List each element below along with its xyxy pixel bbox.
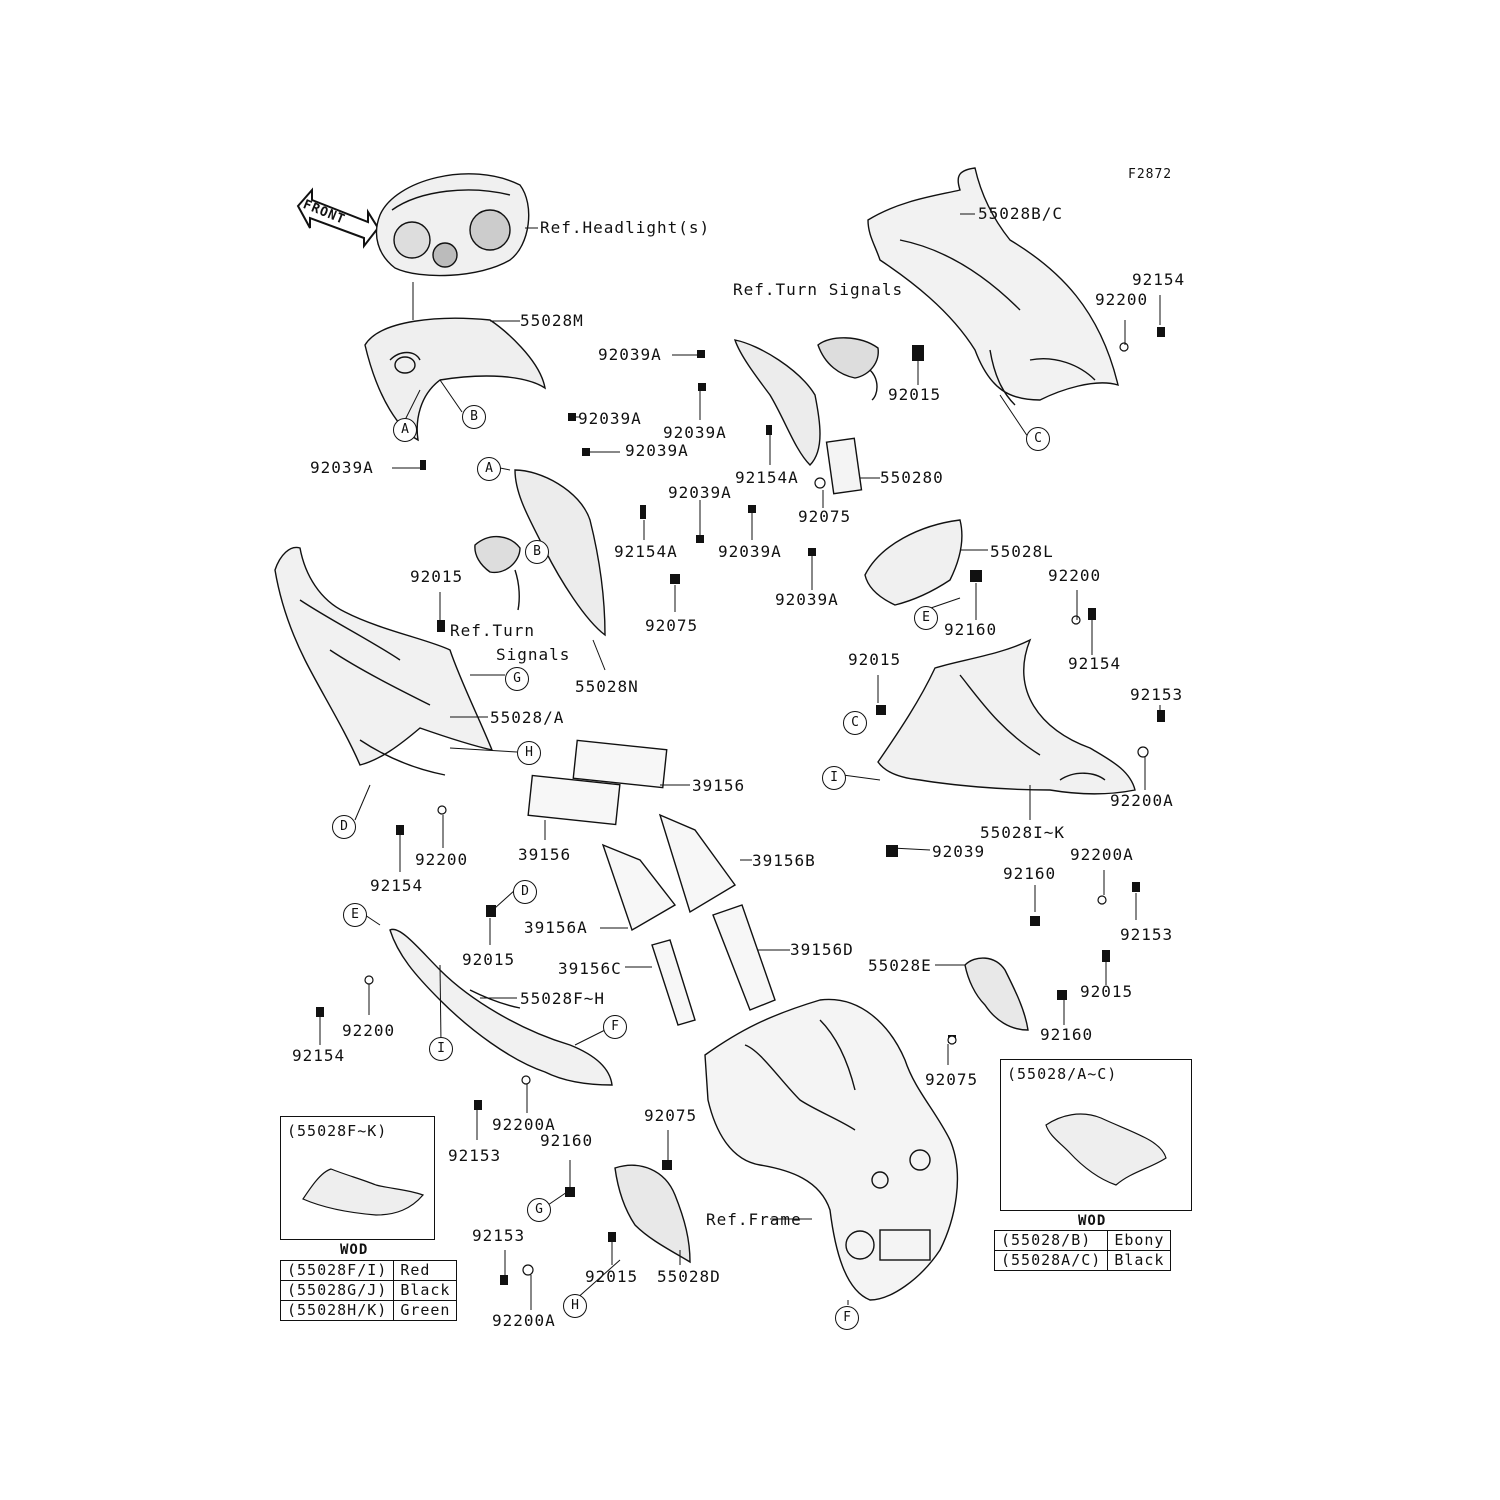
part-92015-right-label: 92015 — [848, 650, 902, 669]
table-row — [995, 1251, 1171, 1271]
side-fairing-thumbnail — [1001, 1060, 1191, 1210]
ref-circle-i: I — [429, 1037, 453, 1061]
inset-lower-cowl-title: (55028F~K) — [287, 1122, 388, 1140]
part-55028ik-label: 55028I~K — [980, 823, 1066, 842]
part-55028a-label: 55028/A — [490, 708, 565, 727]
ref-circle-h: H — [563, 1294, 587, 1318]
color-code-cell: (55028A/C) — [995, 1251, 1108, 1271]
part-550280-label: 550280 — [880, 468, 944, 487]
part-55028n-label: 55028N — [575, 677, 639, 696]
ref-headlights-label: Ref.Headlight(s) — [540, 218, 711, 237]
part-92015-left-label: 92015 — [410, 567, 464, 586]
color-code-cell: (55028F/I) — [281, 1261, 394, 1281]
inset-lower-cowl — [280, 1116, 435, 1240]
color-table-right — [994, 1230, 1171, 1271]
part-92160-label: 92160 — [944, 620, 998, 639]
part-92015-bottom-label: 92015 — [585, 1267, 639, 1286]
part-92154-bottom-left-label: 92154 — [292, 1046, 346, 1065]
ref-circle-g: G — [527, 1198, 551, 1222]
part-92039a-label: 92039A — [578, 409, 642, 428]
part-92153-label: 92153 — [1120, 925, 1174, 944]
part-92200-right-label: 92200 — [1048, 566, 1102, 585]
part-55028bc-label: 55028B/C — [978, 204, 1064, 223]
part-92075-label: 92075 — [925, 1070, 979, 1089]
part-39156-label: 39156 — [518, 845, 572, 864]
part-39156d-label: 39156D — [790, 940, 854, 959]
ref-circle-e: E — [343, 903, 367, 927]
part-92154-left-label: 92154 — [370, 876, 424, 895]
part-92200a-bottom-label: 92200A — [492, 1115, 556, 1134]
part-92075-label: 92075 — [645, 616, 699, 635]
ref-circle-e: E — [914, 606, 938, 630]
table-row — [281, 1261, 457, 1281]
color-name-cell: Black — [394, 1281, 457, 1301]
ref-turn-left-label-1: Ref.Turn — [450, 621, 536, 640]
color-name-cell: Black — [1108, 1251, 1171, 1271]
color-name-cell: Red — [394, 1261, 457, 1281]
ref-circle-c: C — [1026, 427, 1050, 451]
ref-circle-b: B — [525, 540, 549, 564]
part-92153-right-label: 92153 — [1130, 685, 1184, 704]
part-92200-left-label: 92200 — [415, 850, 469, 869]
color-code-cell: (55028H/K) — [281, 1301, 394, 1321]
inset-side-fairing-title: (55028/A~C) — [1007, 1065, 1118, 1083]
part-92015-r2-label: 92015 — [1080, 982, 1134, 1001]
ref-turn-signals-top-label: Ref.Turn Signals — [733, 280, 904, 299]
ref-turn-left-label-2: Signals — [496, 645, 571, 664]
small-inner-panel — [865, 520, 962, 605]
part-92039a-label: 92039A — [775, 590, 839, 609]
color-name-cell: Ebony — [1108, 1231, 1171, 1251]
ref-circle-a: A — [477, 457, 501, 481]
part-39156b-label: 39156B — [752, 851, 816, 870]
bracket-lower — [615, 1165, 690, 1262]
ref-circle-d: D — [513, 880, 537, 904]
table-row — [995, 1231, 1171, 1251]
upper-inner-cowl — [365, 318, 545, 440]
ref-circle-i: I — [822, 766, 846, 790]
headlight-assembly — [376, 174, 528, 276]
wod-title-left: WOD — [340, 1242, 369, 1258]
part-92039a-label: 92039A — [718, 542, 782, 561]
lower-cowl-thumbnail — [281, 1117, 434, 1239]
frame — [705, 999, 957, 1300]
diagram-id: F2872 — [1128, 167, 1173, 182]
turn-signal-left — [475, 537, 520, 610]
part-92200a-bottom-label: 92200A — [492, 1311, 556, 1330]
part-92200a-right-label: 92200A — [1110, 791, 1174, 810]
part-92153-bottom-label: 92153 — [472, 1226, 526, 1245]
part-92075-label: 92075 — [798, 507, 852, 526]
front-arrow-label: FRONT — [300, 197, 348, 228]
turn-signal-right — [818, 338, 878, 400]
part-92039a-label: 92039A — [598, 345, 662, 364]
color-code-cell: (55028G/J) — [281, 1281, 394, 1301]
part-92154-top-label: 92154 — [1132, 270, 1186, 289]
part-92039-label: 92039 — [932, 842, 986, 861]
part-92160-label: 92160 — [1040, 1025, 1094, 1044]
ref-circle-c: C — [843, 711, 867, 735]
part-92153-bottom-label: 92153 — [448, 1146, 502, 1165]
part-55028m-label: 55028M — [520, 311, 584, 330]
color-table-left — [280, 1260, 457, 1321]
ref-circle-a: A — [393, 418, 417, 442]
wod-title-right: WOD — [1078, 1213, 1107, 1229]
part-92200-bottom-left-label: 92200 — [342, 1021, 396, 1040]
table-row — [281, 1281, 457, 1301]
part-39156a-label: 39156A — [524, 918, 588, 937]
part-92160-label: 92160 — [1003, 864, 1057, 883]
part-92039a-label: 92039A — [310, 458, 374, 477]
ref-frame-label: Ref.Frame — [706, 1210, 802, 1229]
part-92154-right-label: 92154 — [1068, 654, 1122, 673]
part-55028fh-label: 55028F~H — [520, 989, 606, 1008]
part-39156c-label: 39156C — [558, 959, 622, 978]
color-name-cell: Green — [394, 1301, 457, 1321]
part-92154a-label: 92154A — [735, 468, 799, 487]
table-row — [281, 1301, 457, 1321]
part-92200a-label: 92200A — [1070, 845, 1134, 864]
ref-circle-g: G — [505, 667, 529, 691]
part-92075-label: 92075 — [644, 1106, 698, 1125]
bracket-right — [965, 958, 1028, 1030]
part-92200-top-label: 92200 — [1095, 290, 1149, 309]
part-92039a-label: 92039A — [625, 441, 689, 460]
ref-circle-b: B — [462, 405, 486, 429]
part-92160-label: 92160 — [540, 1131, 594, 1150]
part-39156-label: 39156 — [692, 776, 746, 795]
ref-circle-f: F — [835, 1306, 859, 1330]
part-92039a-label: 92039A — [663, 423, 727, 442]
part-55028l-label: 55028L — [990, 542, 1054, 561]
ref-circle-h: H — [517, 741, 541, 765]
part-92154a-label: 92154A — [614, 542, 678, 561]
ref-circle-d: D — [332, 815, 356, 839]
color-code-cell: (55028/B) — [995, 1231, 1108, 1251]
part-92015-top-label: 92015 — [888, 385, 942, 404]
part-92039a-label: 92039A — [668, 483, 732, 502]
part-55028e-label: 55028E — [868, 956, 932, 975]
part-55028d-label: 55028D — [657, 1267, 721, 1286]
ref-circle-f: F — [603, 1015, 627, 1039]
part-92015-mid-label: 92015 — [462, 950, 516, 969]
inset-side-fairing — [1000, 1059, 1192, 1211]
